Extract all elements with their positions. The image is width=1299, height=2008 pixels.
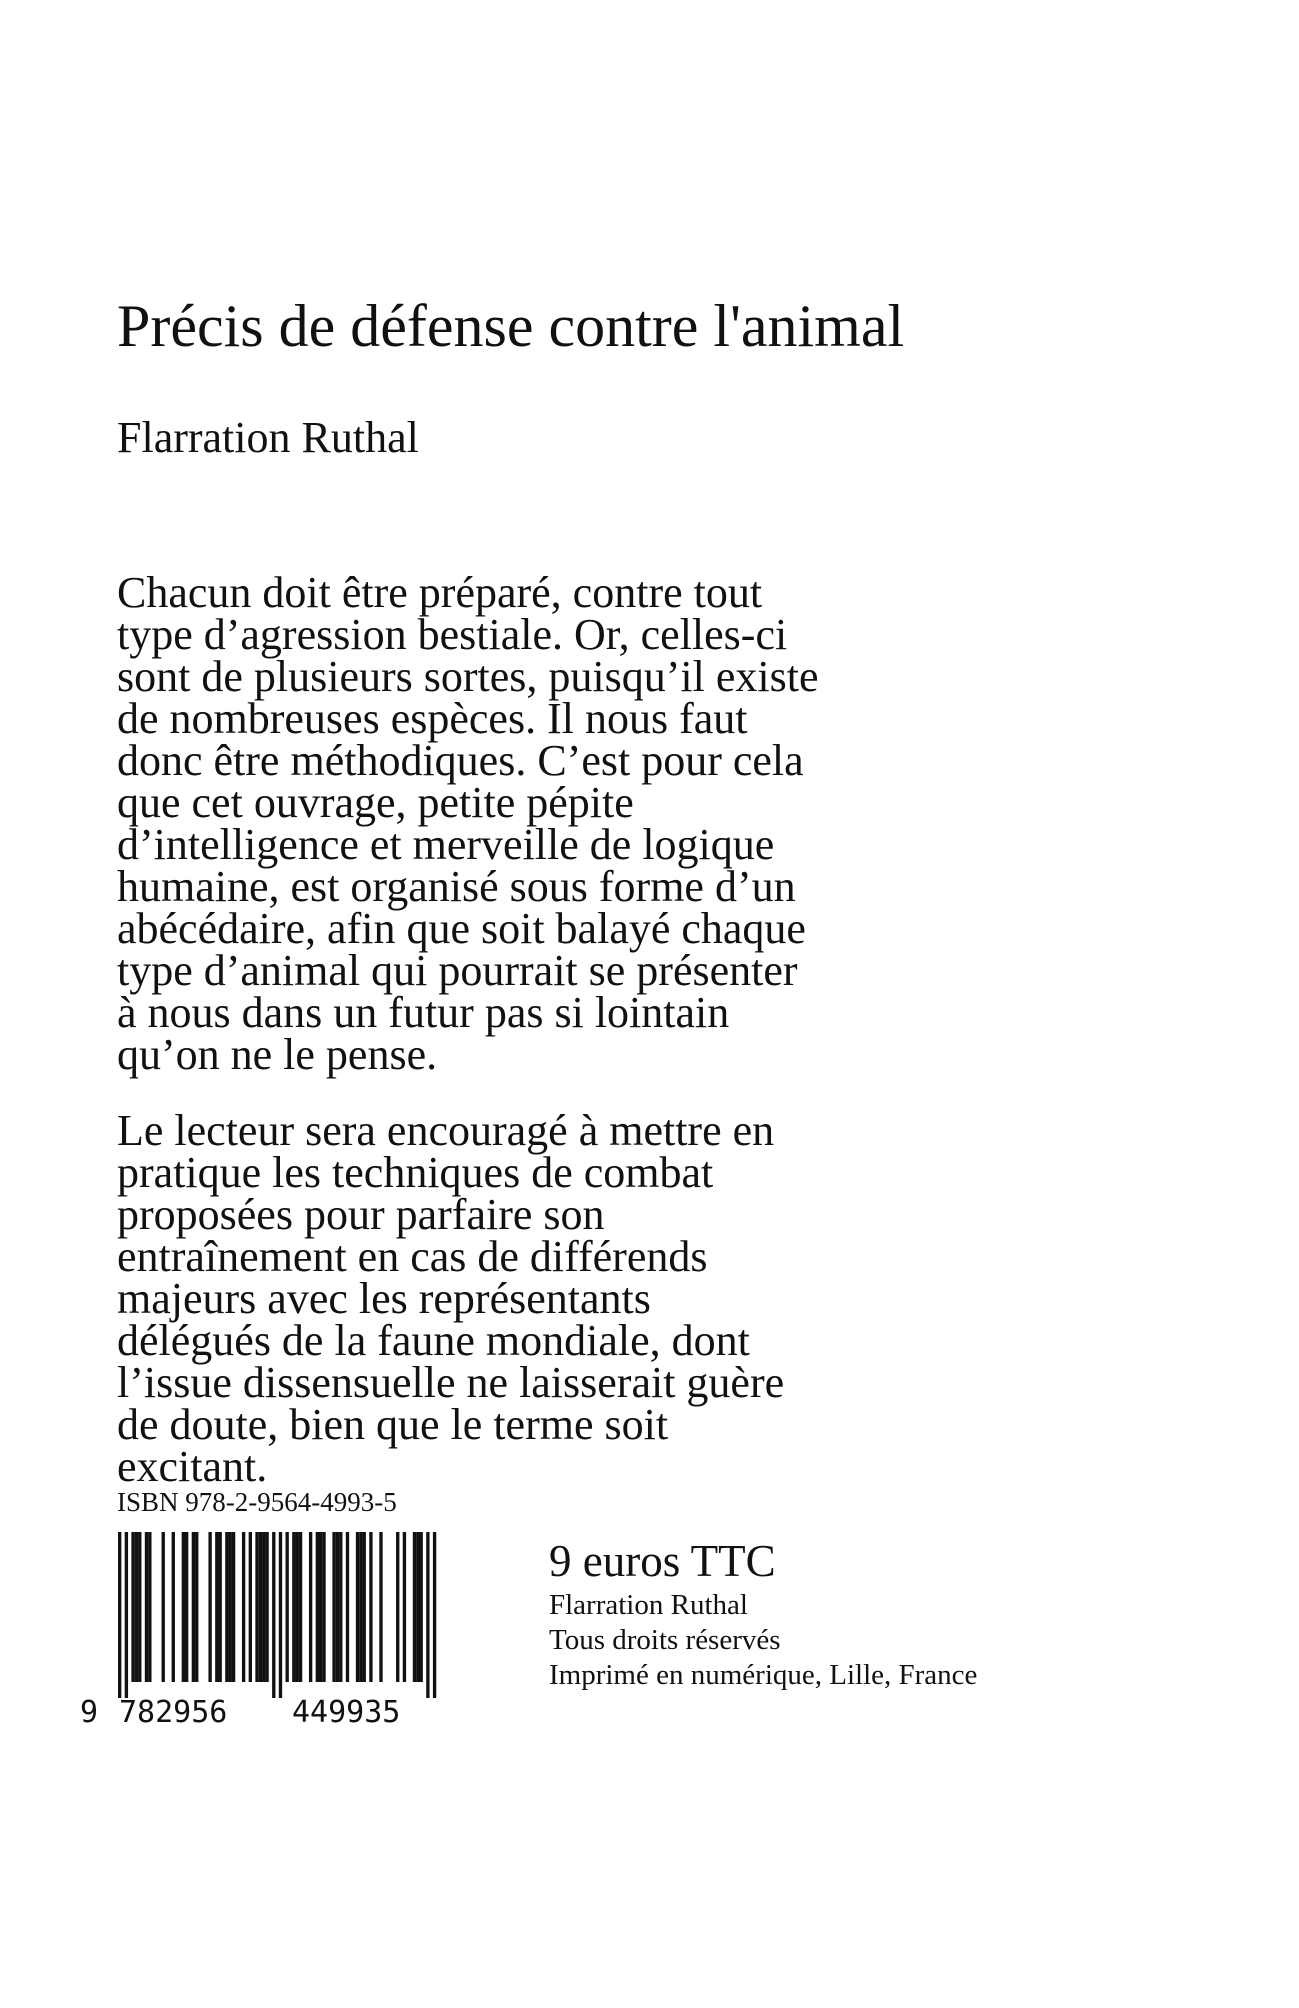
barcode-bar: [259, 1532, 262, 1682]
barcode-bar: [413, 1532, 416, 1682]
barcode-bar: [416, 1532, 419, 1682]
barcode-bar: [249, 1532, 252, 1682]
barcode-digits-left: 782956: [119, 1695, 228, 1728]
barcode-bar: [299, 1532, 302, 1682]
barcode-bar: [433, 1532, 436, 1698]
barcode-bar: [182, 1532, 185, 1682]
barcode-digit-first: 9: [80, 1695, 99, 1728]
barcode-bar: [185, 1532, 188, 1682]
barcode-bar: [396, 1532, 399, 1682]
blurb-paragraph: Le lecteur sera encouragé à mettre en pratique les techniques de combat proposées pour parfaire son entraînement en cas de différends majeurs avec les représentants délégués de la faune mondiale, dont l’issue dissensuelle ne laisserait guère de doute, bien que le terme soit excitant.: [117, 1106, 785, 1491]
barcode-bar: [131, 1532, 134, 1682]
barcode-bar: [138, 1532, 141, 1682]
barcode-bar: [336, 1532, 339, 1682]
barcode-bar: [272, 1532, 275, 1698]
barcode-bar: [356, 1532, 359, 1682]
barcode-bar: [332, 1532, 335, 1682]
barcode-bar: [379, 1532, 382, 1682]
barcode-bar: [162, 1532, 165, 1682]
barcode-digits-right: 449935: [292, 1695, 401, 1728]
barcode-bar: [215, 1532, 218, 1682]
barcode-bar: [232, 1532, 235, 1682]
price-label: 9 euros TTC: [549, 1536, 776, 1586]
isbn-label: ISBN 978-2-9564-4993-5: [117, 1487, 397, 1517]
barcode-bar: [286, 1532, 289, 1682]
book-author: Flarration Ruthal: [117, 413, 419, 462]
colophon-author: Flarration Ruthal: [549, 1589, 748, 1621]
colophon-printing: Imprimé en numérique, Lille, France: [549, 1659, 978, 1691]
barcode-bar: [339, 1532, 342, 1682]
barcode-bar: [292, 1532, 295, 1682]
back-cover-blurb: [117, 568, 1017, 1522]
barcode-bar: [208, 1532, 211, 1682]
barcode-bar: [426, 1532, 429, 1698]
barcode-bar: [195, 1532, 198, 1682]
blurb-paragraph: Chacun doit être préparé, contre tout type d’agression bestiale. Or, celles-ci sont de plusieurs sortes, puisqu’il existe de nombreuses espèces. Il nous faut donc être méthodiques. C’est pour cela que cet ouvrage, petite pépite d’intelligence et merveille de logique humaine, est organisé sous forme d’un abécédaire, afin que soit balayé chaque type d’animal qui pourrait se présenter à nous dans un futur pas si lointain qu’on ne le pense.: [117, 568, 819, 1079]
barcode-bar: [118, 1532, 121, 1698]
barcode-bar: [148, 1532, 151, 1682]
barcode-bar: [346, 1532, 349, 1682]
barcode-bar: [172, 1532, 175, 1682]
barcode-bar: [369, 1532, 372, 1682]
barcode-bar: [219, 1532, 222, 1682]
barcode-bar: [242, 1532, 245, 1682]
colophon: [549, 1534, 977, 1693]
barcode-bar: [296, 1532, 299, 1682]
barcode-bar: [135, 1532, 138, 1682]
barcode-bar: [265, 1532, 268, 1682]
barcode-bar: [316, 1532, 319, 1682]
barcode-bar: [319, 1532, 322, 1682]
barcode-bar: [359, 1532, 362, 1682]
barcode-bar: [145, 1532, 148, 1682]
barcode-bar: [309, 1532, 312, 1682]
book-title: Précis de défense contre l'animal: [117, 293, 905, 359]
isbn-barcode: [74, 1532, 494, 1728]
barcode-bar: [363, 1532, 366, 1682]
barcode-bar: [279, 1532, 282, 1698]
barcode-bar: [255, 1532, 258, 1682]
barcode-bar: [262, 1532, 265, 1682]
barcode-bar: [229, 1532, 232, 1682]
barcode-bar: [420, 1532, 423, 1682]
barcode-bar: [192, 1532, 195, 1682]
barcode-bar: [322, 1532, 325, 1682]
barcode-bars: [118, 1532, 436, 1698]
barcode-bar: [225, 1532, 228, 1682]
barcode-bar: [125, 1532, 128, 1698]
colophon-rights: Tous droits réservés: [549, 1624, 781, 1656]
barcode-bar: [403, 1532, 406, 1682]
